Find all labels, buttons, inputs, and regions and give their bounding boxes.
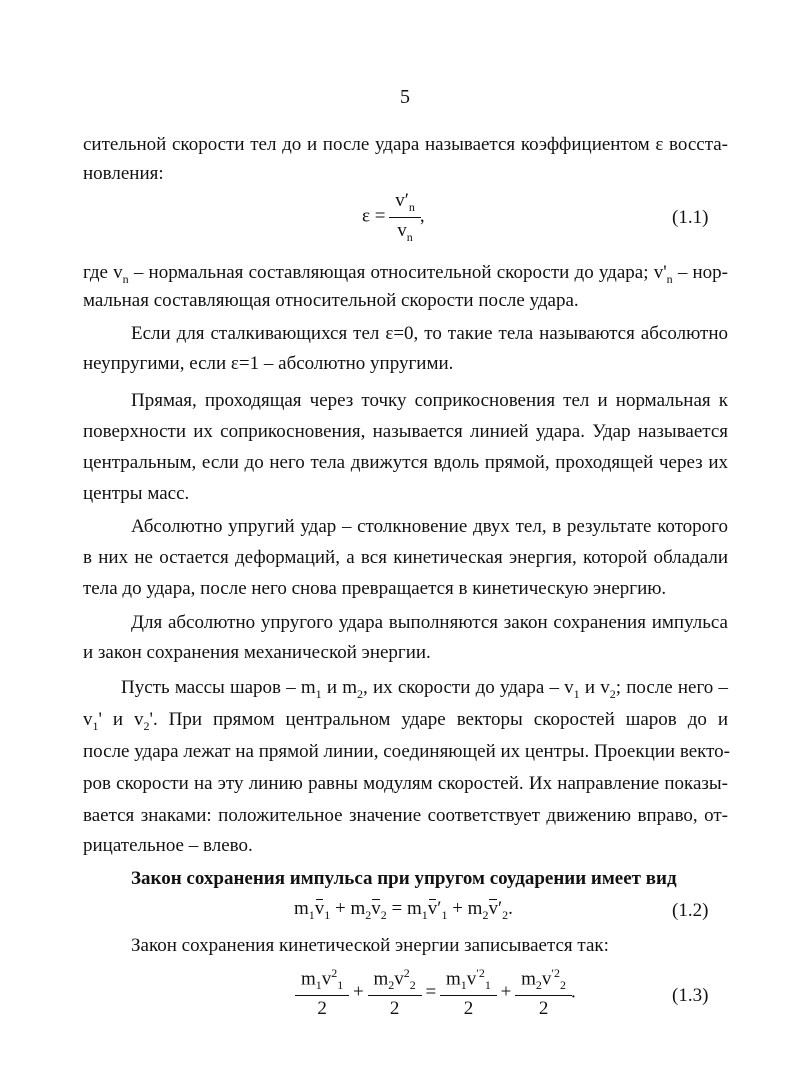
equation-number: (1.1) (672, 207, 709, 228)
text-line: поверхности их соприкосновения, называется линией удара. Удар называется (83, 421, 728, 442)
equation-1-2: $m_1v_1 + m_2v_2 = m_1v'_1 + m_2v'_2$. (294, 898, 513, 922)
text-line: Пусть массы шаров – $m_1$ и $m_2$, их скорости до удара – $v_1$ и $v_2$; после него – (121, 677, 728, 701)
text-line: ров скорости на эту линию равны модулям скоростей. Их направление показы- (83, 773, 728, 794)
text-line: новления: (83, 163, 164, 184)
text-line: где $v_n$ – нормальная составляющая относительной скорости до удара; $v'_n - нор-$ (83, 262, 729, 286)
text-line: мальная составляющая относительной скорости после удара. (83, 290, 579, 311)
text-line: рицательное – влево. (83, 835, 253, 856)
equation-1-1: ε = $\frac{v'_n}{v_n}$ , (362, 190, 425, 244)
text-line: тела до удара, после него снова превращается в кинетическую энергию. (83, 578, 667, 599)
equation-1-3: $\frac{m_1v^2_1}{2}$ + $\frac{m_2v^2_2}{2}$ = $\frac{m_1v^{'2}_1}{2}$ + $\frac{m_2v^{'2}_2}{2}$ . (296, 966, 576, 1020)
text-line: Для абсолютно упругого удара выполняются закон сохранения импульса (131, 612, 728, 633)
text-line: Абсолютно упругий удар – столкновение двух тел, в результате которого (131, 516, 728, 537)
text-line: $v_1'$ и $v_2'$. При прямом центральном ударе векторы скоростей шаров до и (83, 709, 729, 733)
text-line: в них не остается деформаций, а вся кинетическая энергия, которой обладали (83, 547, 728, 568)
fraction: $\frac{m_1v^2_1}{2}$ (298, 966, 346, 1020)
fraction: $\frac{m_2v^2_2}{2}$ (371, 966, 419, 1020)
text-line: Закон сохранения кинетической энергии записывается так: (131, 935, 609, 956)
text-line: вается знаками: положительное значение соответствует движению вправо, от- (83, 805, 728, 826)
text-line: и закон сохранения механической энергии. (83, 642, 431, 663)
text-line: после удара лежат на прямой линии, соединяющей их центры. Проекции векто- (83, 741, 730, 762)
text-line: центральным, если до него тела движутся вдоль прямой, проходящей через их (83, 452, 728, 473)
equation-number: (1.2) (672, 900, 709, 921)
text-line: Прямая, проходящая через точку соприкосновения тел и нормальная к (131, 390, 728, 411)
text-line: Закон сохранения импульса при упругом соударении имеет вид (131, 868, 677, 889)
fraction: $\frac{m_1v^{'2}_1}{2}$ (443, 966, 494, 1020)
text-line: Если для сталкивающихся тел ε=0, то такие тела называются абсолютно (131, 323, 728, 344)
fraction: $\frac{v'_n}{v_n}$ (392, 190, 418, 245)
text-line: сительной скорости тел до и после удара называется коэффициентом ε восста- (83, 134, 728, 155)
fraction: $\frac{m_2v^{'2}_2}{2}$ (518, 966, 569, 1020)
text-line: неупругими, если ε=1 – абсолютно упругими. (83, 353, 454, 374)
page-number: 5 (400, 86, 410, 108)
text-line: центры масс. (83, 483, 190, 504)
equation-number: (1.3) (672, 985, 709, 1006)
